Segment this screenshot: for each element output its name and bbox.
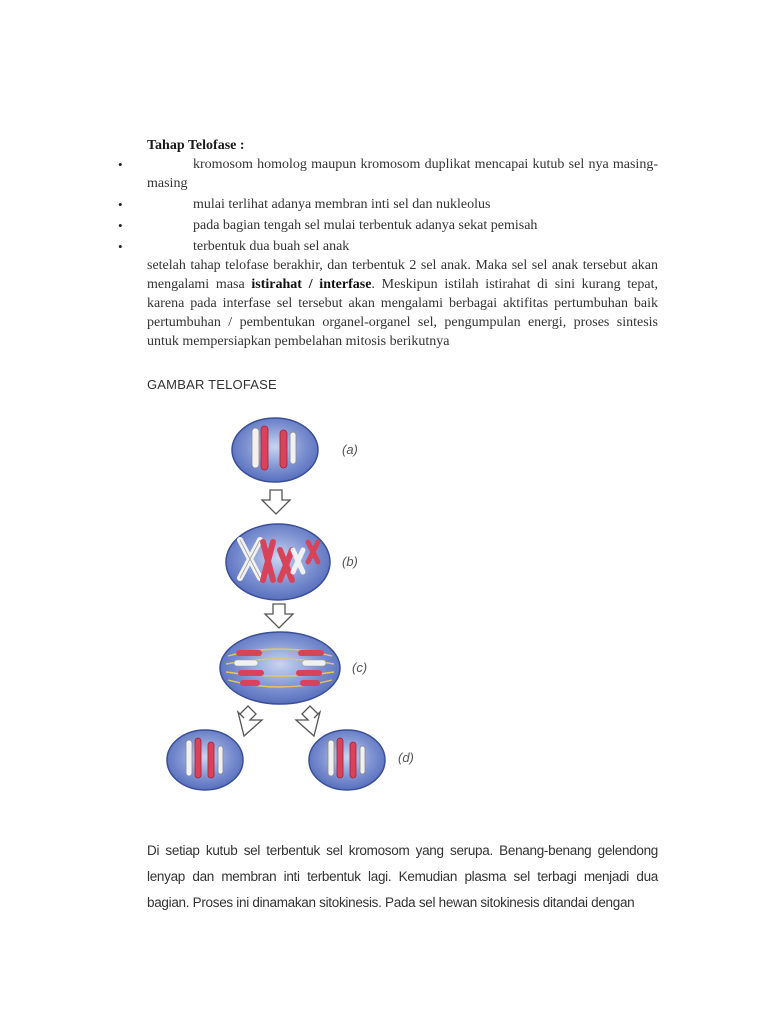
bullet-item [118, 195, 658, 214]
paragraph-text-end: . Meskipun istilah istirahat di sini kurang tepat, karena pada interfase sel tersebut akan mengalami berbagai aktifitas pertumbuhan baik pertumbuhan / pembentukan organel-organel sel, pengumpulan energi, proses sintesis untuk mempersiapkan pembelahan mitosis berikutnya [147, 277, 658, 349]
paragraph-bold-term: istirahat / interfase [251, 277, 372, 292]
cell-a [232, 418, 318, 482]
telophase-figure [160, 410, 460, 800]
bullet-item [118, 237, 658, 256]
arrow-down-right-icon [296, 706, 320, 736]
arrow-down-left-icon [238, 706, 262, 736]
label-b: (b) [342, 554, 358, 569]
telophase-bullet-list [118, 155, 658, 258]
arrow-down-icon [262, 490, 290, 514]
daughter-cell-right [309, 730, 385, 790]
paragraph-text-start: setelah tahap telofase berakhir, dan terbentuk 2 sel anak. Maka sel sel anak tersebut akan mengalami masa [147, 258, 658, 292]
label-d: (d) [398, 750, 414, 765]
cytokinesis-paragraph: Di setiap kutub sel terbentuk sel kromosom yang serupa. Benang-benang gelendong lenyap dan membran inti terbentuk lagi. Kemudian plasma sel terbagi menjadi dua bagian. Proses ini dinamakan sitokinesis. Pada sel hewan sitokinesis ditandai dengan [147, 843, 658, 910]
cell-c [220, 632, 340, 704]
cell-b [226, 524, 330, 600]
daughter-cell-left [167, 730, 243, 790]
bullet-dot-icon: • [118, 239, 123, 254]
bullet-item [118, 155, 658, 193]
bullet-dot-icon: • [118, 218, 123, 233]
bullet-text: pada bagian tengah sel mulai terbentuk adanya sekat pemisah [193, 218, 538, 233]
bullet-dot-icon: • [118, 157, 123, 172]
label-a: (a) [342, 442, 358, 457]
bullet-item [118, 216, 658, 235]
section-heading: Tahap Telofase : [147, 138, 245, 153]
interphase-paragraph [147, 256, 658, 351]
bullet-dot-icon: • [118, 197, 123, 212]
arrow-down-icon [265, 604, 293, 628]
label-c: (c) [352, 660, 368, 675]
bullet-text: terbentuk dua buah sel anak [193, 239, 350, 254]
bullet-text: kromosom homolog maupun kromosom duplikat mencapai kutub sel nya masing-masing [147, 157, 658, 191]
bullet-text: mulai terlihat adanya membran inti sel dan nukleolus [193, 197, 491, 212]
figure-title: GAMBAR TELOFASE [147, 377, 277, 392]
